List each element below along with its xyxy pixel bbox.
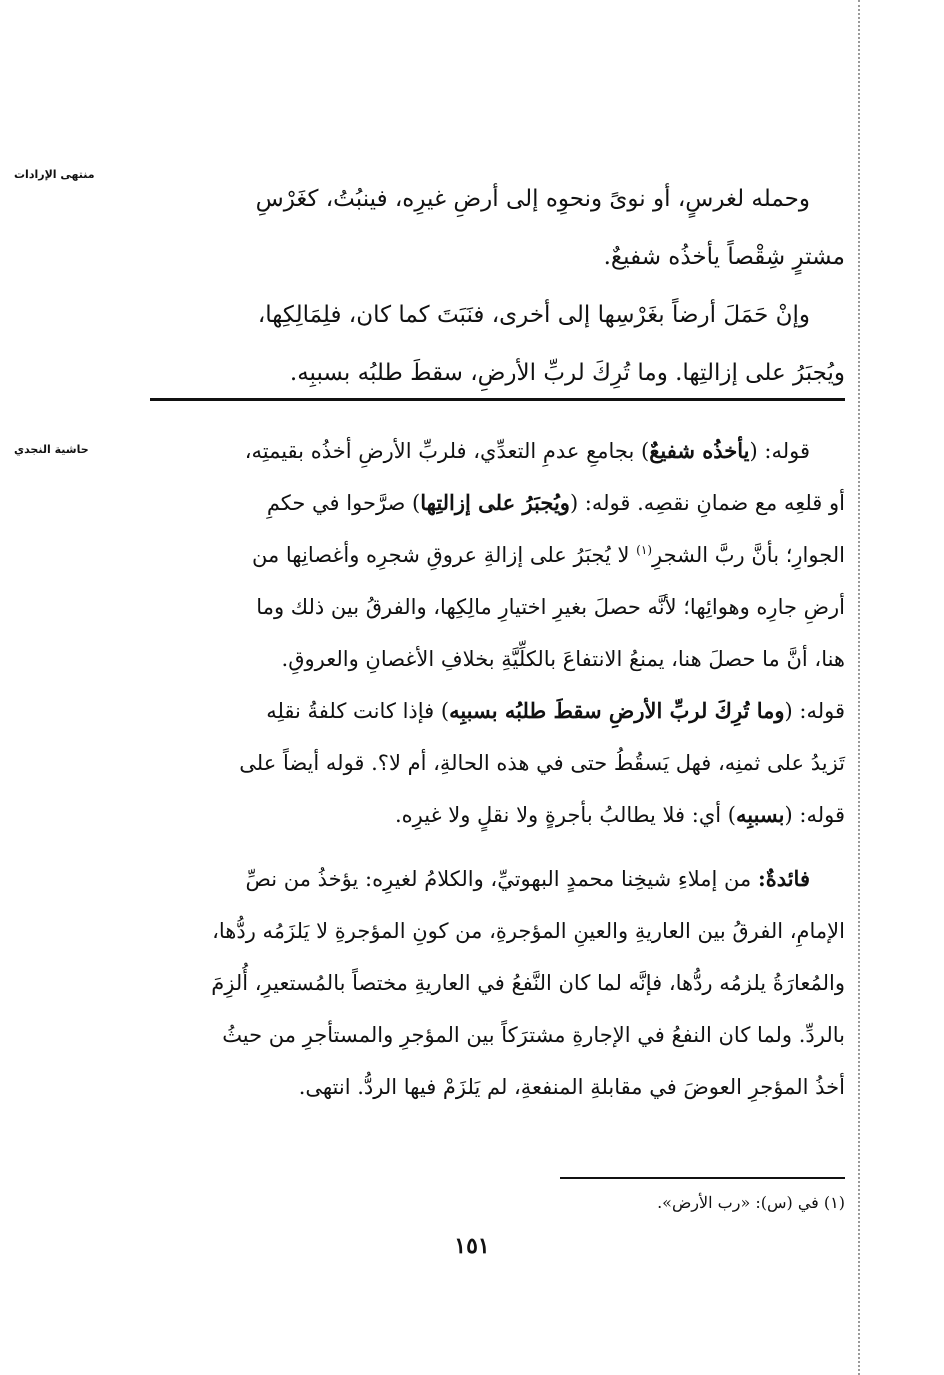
scan-margin-dotted-line [858, 0, 860, 1375]
faida-line [150, 1061, 845, 1113]
commentary-line [150, 529, 845, 581]
commentary-text: أو قلعِه مع ضمانِ نقصِه. قوله: ( [569, 491, 845, 515]
commentary-text: ) بجامعِ عدمِ التعدِّي، فلربِّ الأرضِ أخذُه بقيمتِه، [244, 439, 650, 463]
commentary-line [150, 425, 845, 477]
quoted-phrase: وما تُرِكَ لربِّ الأرضِ سقطَ طلبُه بسببِه [449, 698, 785, 723]
commentary-text: أخذُ المؤجرِ العوضَ في مقابلةِ المنفعةِ، لم يَلزَمْ فيها الردُّ. انتهى. [298, 1075, 845, 1099]
quote-open: قوله: ( [784, 699, 845, 723]
commentary-text: تَزيدُ على ثمنِه، فهل يَسقُطُ حتى في هذه الحالةِ، أم لا؟. قوله أيضاً على [239, 751, 845, 775]
commentary-line [150, 685, 845, 737]
footnote-reference: (١) [636, 543, 652, 557]
commentary-text: لا يُجبَرُ على إزالةِ عروقِ شجرِه وأغصانِها من [251, 543, 637, 567]
commentary-line [150, 581, 845, 633]
matn-line [150, 344, 845, 402]
commentary-text: ) فإذا كانت كلفةُ نقلِه [266, 699, 450, 723]
commentary-text: هنا، أنَّ ما حصلَ هنا، يمنعُ الانتفاعَ بالكلِّيَّةِ بخلافِ الأغصانِ والعروقِ. [281, 647, 845, 671]
quoted-phrase: يأخذُه شفيعٌ [649, 438, 750, 463]
matn-line [150, 170, 845, 228]
matn-line [150, 286, 845, 344]
faida-line [150, 905, 845, 957]
commentary-text: ) صرَّحوا في حكمِ [266, 491, 421, 515]
commentary-text: الجوارِ؛ بأنَّ ربَّ الشجرِ [652, 543, 845, 567]
quote-open: قوله: ( [749, 439, 810, 463]
page-number: ١٥١ [454, 1233, 490, 1259]
quote-open: قوله: ( [784, 803, 845, 827]
commentary-text: والمُعارَةُ يلزمُه ردُّها، فإنَّه لما كان النَّفعُ في العاريةِ مختصاً بالمُستعيرِ، أُلزِمَ [211, 971, 845, 995]
matn-line-text: مشترٍ شِقْصاً يأخذُه شفيعٌ. [603, 244, 845, 270]
commentary-line [150, 633, 845, 685]
commentary-text: الإمامِ، الفرقُ بين العاريةِ والعينِ المؤجرةِ، من كونِ المؤجرةِ لا يَلزَمُه ردُّها، [212, 919, 845, 943]
quoted-phrase: ويُجبَرُ على إزالتِها [420, 490, 570, 515]
commentary-text: ) أي: فلا يطالبُ بأجرةٍ ولا نقلٍ ولا غيرِه. [394, 803, 736, 827]
main-text-block [150, 170, 845, 402]
matn-line-text: ويُجبَرُ على إزالتِها. وما تُرِكَ لربِّ الأرضِ، سقطَ طلبُه بسببِه. [289, 360, 845, 386]
commentary-line [150, 477, 845, 529]
faida-line [150, 957, 845, 1009]
faida-line [150, 853, 845, 905]
commentary-line [150, 737, 845, 789]
margin-label-hashiya: حاشية النجدي [14, 443, 89, 456]
matn-line-text: وإنْ حَمَلَ أرضاً بغَرْسِها إلى أخرى، فنَبَتَ كما كان، فلِمَالِكِها، [257, 302, 810, 328]
commentary-line [150, 789, 845, 841]
faida-label: فائدةٌ: [757, 866, 810, 891]
commentary-text: بالردِّ. ولما كان النفعُ في الإجارةِ مشترَكاً بين المؤجرِ والمستأجرِ من حيثُ [222, 1023, 845, 1047]
section-divider [150, 398, 845, 401]
matn-line [150, 228, 845, 286]
footnote: (١) في (س): «رب الأرض». [657, 1193, 845, 1212]
matn-line-text: وحمله لغرسٍ، أو نوىً ونحوِه إلى أرضِ غيرِه، فينبُتُ، كغَرْسِ [255, 186, 810, 212]
quoted-phrase: بسببِه [735, 802, 785, 827]
commentary-text: من إملاءِ شيخِنا محمدٍ البهوتيِّ، والكلامُ لغيرِه: يؤخذُ من نصِّ [245, 867, 758, 891]
faida-line [150, 1009, 845, 1061]
footnote-rule [560, 1177, 845, 1179]
commentary-block [150, 425, 845, 1113]
commentary-text: أرضِ جارِه وهوائِها؛ لأنَّه حصلَ بغيرِ اختيارِ مالِكِها، والفرقُ بين ذلك وما [256, 595, 845, 619]
margin-label-muntaha: منتهى الإرادات [14, 168, 95, 181]
